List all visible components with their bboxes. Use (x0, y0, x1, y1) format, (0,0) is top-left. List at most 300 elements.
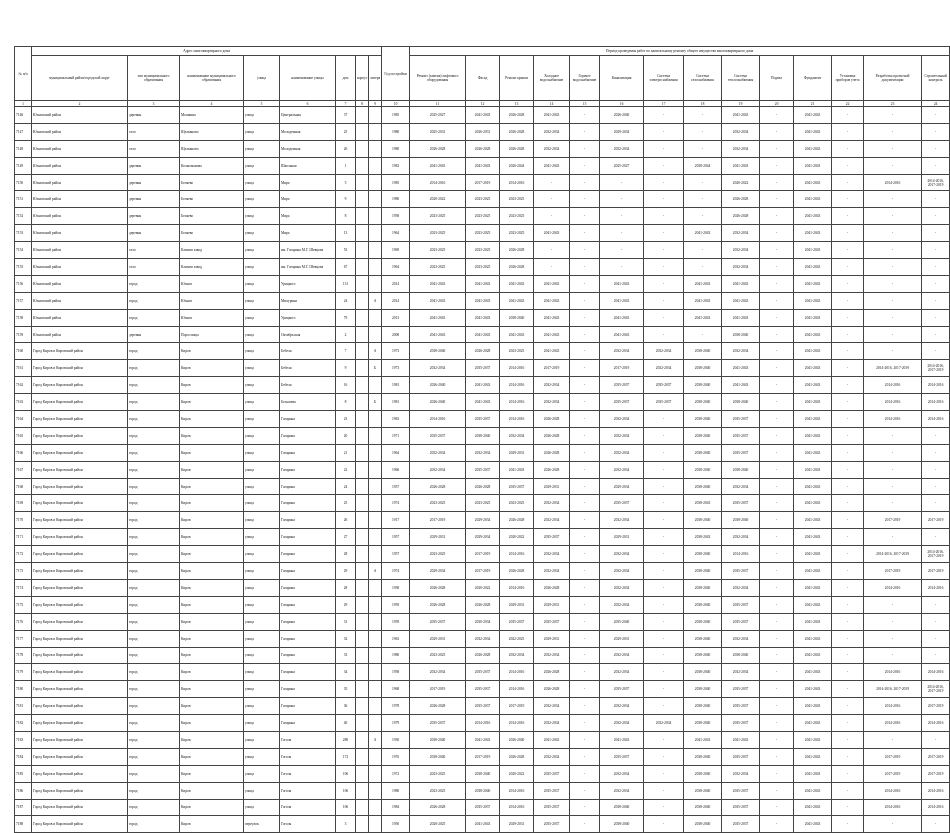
table-cell: - (832, 579, 864, 596)
table-cell: - (864, 208, 922, 225)
table-cell: 2032-2034 (600, 563, 644, 580)
table-cell: 7163 (15, 394, 32, 411)
table-cell: Юхновский район (32, 309, 128, 326)
table-cell: - (864, 242, 922, 259)
table-cell: Беляево (180, 225, 244, 242)
table-cell: 2041-2043 (466, 309, 500, 326)
table-cell: 9 (336, 191, 356, 208)
table-cell: - (570, 411, 600, 428)
table-cell: город (128, 579, 180, 596)
table-cell: улица (244, 259, 280, 276)
table-cell: - (760, 529, 794, 546)
table-cell: 1980 (382, 140, 410, 157)
table-cell: город (128, 613, 180, 630)
table-cell: Город Киров и Кировский район (32, 664, 128, 681)
table-cell: 25 (336, 123, 356, 140)
table-cell: 2032-2034 (600, 140, 644, 157)
table-cell: 2017-2019 (534, 360, 570, 377)
header-col-number: 18 (684, 101, 722, 107)
table-cell: - (644, 698, 684, 715)
table-cell: 2014-2016 (500, 681, 534, 698)
header-col-number: 5 (244, 101, 280, 107)
table-cell: 2038-2040 (684, 512, 722, 529)
header-col: литера (369, 56, 382, 101)
header-col: Фасад (466, 56, 500, 101)
table-cell: - (864, 596, 922, 613)
table-cell: - (832, 427, 864, 444)
table-cell: 2017-2019 (864, 512, 922, 529)
table-cell: город (128, 715, 180, 732)
table-cell (356, 664, 369, 681)
table-cell: Киров (180, 495, 244, 512)
table-cell: 2041-2043 (794, 242, 832, 259)
table-cell: улица (244, 782, 280, 799)
table-row (15, 259, 950, 276)
register-table-container (14, 46, 947, 833)
table-cell: 2029-2031 (500, 444, 534, 461)
table-cell: 2026-2028 (410, 140, 466, 157)
table-cell: 2035-2037 (500, 478, 534, 495)
table-cell: Город Киров и Кировский район (32, 360, 128, 377)
table-cell: 2029-2031 (410, 630, 466, 647)
table-cell: 2014-2016 (922, 579, 950, 596)
table-cell: улица (244, 309, 280, 326)
table-cell: 2038-2040 (684, 765, 722, 782)
table-cell: 23 (336, 411, 356, 428)
table-cell: 22 (336, 461, 356, 478)
table-cell (369, 799, 382, 816)
header-col: Фундамент (794, 56, 832, 101)
table-cell: 2026-2028 (466, 647, 500, 664)
table-cell: Урицкого (280, 275, 336, 292)
table-cell: 2038-2040 (722, 394, 760, 411)
table-cell: Киров (180, 377, 244, 394)
table-cell: деревня (128, 225, 180, 242)
table-cell (369, 816, 382, 833)
table-cell: 2038-2040 (684, 579, 722, 596)
table-cell: - (570, 495, 600, 512)
table-cell: Город Киров и Кировский район (32, 427, 128, 444)
table-cell: Город Киров и Кировский район (32, 799, 128, 816)
table-cell (369, 326, 382, 343)
table-cell (369, 427, 382, 444)
table-cell (369, 377, 382, 394)
table-cell: им. Гагарина М.Г. Шевцова (280, 242, 336, 259)
table-cell: Молодежная (280, 123, 336, 140)
table-cell: 2014-2016 (864, 715, 922, 732)
table-cell: - (644, 596, 684, 613)
table-cell: 2041-2043 (466, 377, 500, 394)
table-cell: Урицкого (280, 309, 336, 326)
table-cell: - (760, 444, 794, 461)
table-cell: 7186 (15, 782, 32, 799)
table-cell (356, 157, 369, 174)
table-cell: 1974 (382, 495, 410, 512)
table-cell: - (570, 309, 600, 326)
table-cell: 2038-2040 (684, 411, 722, 428)
table-cell: 2041-2043 (794, 259, 832, 276)
table-cell: город (128, 360, 180, 377)
table-cell: 2020-2022 (722, 174, 760, 191)
table-cell: 2032-2034 (600, 782, 644, 799)
table-cell: - (922, 596, 950, 613)
table-cell (356, 444, 369, 461)
table-cell: - (922, 444, 950, 461)
table-cell: 2026-2028 (410, 799, 466, 816)
table-cell: - (832, 596, 864, 613)
table-cell (356, 596, 369, 613)
table-cell: 2032-2034 (722, 140, 760, 157)
table-cell: 7156 (15, 275, 32, 292)
table-cell: - (684, 326, 722, 343)
table-cell: 26 (336, 140, 356, 157)
table-cell: - (644, 782, 684, 799)
table-cell: Колыхманово (180, 157, 244, 174)
header-col-number: 14 (534, 101, 570, 107)
table-cell: 2041-2043 (410, 275, 466, 292)
table-cell: - (534, 242, 570, 259)
table-cell: 2041-2043 (534, 107, 570, 124)
table-cell: - (644, 326, 684, 343)
table-cell: город (128, 275, 180, 292)
table-cell: улица (244, 529, 280, 546)
table-cell: 7173 (15, 563, 32, 580)
table-cell: 7150 (15, 174, 32, 191)
table-cell: 2029-2031 (534, 630, 570, 647)
table-cell (356, 259, 369, 276)
table-cell: 2029-2034 (600, 123, 644, 140)
header-col-number: 4 (180, 101, 244, 107)
table-cell: - (644, 275, 684, 292)
table-cell: 2035-2037 (534, 613, 570, 630)
table-cell: 2026-2040 (410, 394, 466, 411)
table-cell: - (570, 478, 600, 495)
table-cell: 2017-2019 (864, 765, 922, 782)
table-cell: - (922, 731, 950, 748)
table-cell: 2035-2037 (534, 816, 570, 833)
table-cell: 2032-2034 (722, 259, 760, 276)
table-cell: село (128, 259, 180, 276)
table-cell: 2041-2043 (794, 208, 832, 225)
table-cell: 2017-2019 (410, 681, 466, 698)
table-cell: - (644, 664, 684, 681)
table-cell: 1966 (382, 461, 410, 478)
header-repair-period-group: Период проведения работ по капитальному ремонту общего имущества многоквартирного дома (410, 47, 950, 56)
table-cell: - (922, 478, 950, 495)
table-cell (356, 225, 369, 242)
table-cell: - (922, 461, 950, 478)
table-cell: 1985 (382, 174, 410, 191)
table-cell: 2032-2034 (722, 529, 760, 546)
table-cell: Город Киров и Кировский район (32, 731, 128, 748)
table-cell: 1959 (382, 596, 410, 613)
table-cell: - (760, 157, 794, 174)
table-cell: деревня (128, 174, 180, 191)
table-cell: - (684, 174, 722, 191)
table-cell: 2026-2028 (500, 563, 534, 580)
table-cell: 67 (336, 259, 356, 276)
table-cell: - (864, 123, 922, 140)
table-cell: 2035-2037 (722, 495, 760, 512)
table-cell: 1 (336, 157, 356, 174)
table-cell: 2025-2031 (410, 123, 466, 140)
table-cell: Киров (180, 394, 244, 411)
table-cell (369, 681, 382, 698)
table-cell: - (760, 563, 794, 580)
table-cell: 1972 (382, 765, 410, 782)
table-cell: 1971 (382, 427, 410, 444)
table-cell: село (128, 140, 180, 157)
table-cell: Школьная (280, 157, 336, 174)
table-row (15, 715, 950, 732)
table-cell: 2041-2043 (466, 326, 500, 343)
table-cell: 2017-2019 (466, 748, 500, 765)
table-cell: 2032-2034 (410, 461, 466, 478)
table-cell: 2014-2016 (922, 411, 950, 428)
table-cell: - (832, 715, 864, 732)
table-row (15, 225, 950, 242)
header-col: Канализация (600, 56, 644, 101)
table-cell: 2029-2031 (600, 630, 644, 647)
table-cell: - (570, 191, 600, 208)
table-cell: 2038-2040 (684, 394, 722, 411)
table-cell: 2032-2034 (534, 394, 570, 411)
table-cell: Гоголя (280, 816, 336, 833)
table-cell: 2017-2019 (864, 563, 922, 580)
table-cell: 2041-2043 (794, 748, 832, 765)
table-cell: Гоголя (280, 782, 336, 799)
table-cell: - (760, 613, 794, 630)
table-cell: 7148 (15, 140, 32, 157)
table-cell: Город Киров и Кировский район (32, 512, 128, 529)
table-cell: 2041-2043 (684, 309, 722, 326)
table-cell: - (760, 630, 794, 647)
table-cell: 1958 (382, 208, 410, 225)
table-cell: 2041-2043 (722, 157, 760, 174)
table-row (15, 495, 950, 512)
table-cell (369, 140, 382, 157)
table-cell: улица (244, 360, 280, 377)
table-cell: 2014-2016 (864, 664, 922, 681)
table-cell: 29 (336, 596, 356, 613)
table-row (15, 681, 950, 698)
table-cell: - (644, 191, 684, 208)
table-cell: Юхновский район (32, 292, 128, 309)
table-cell: - (760, 292, 794, 309)
table-cell (356, 495, 369, 512)
table-cell: улица (244, 478, 280, 495)
table-cell: 2038-2040 (722, 647, 760, 664)
table-cell: - (570, 698, 600, 715)
header-col: муниципальный район/городской округ (32, 56, 128, 101)
table-cell: - (832, 242, 864, 259)
table-cell: 2026-2028 (500, 748, 534, 765)
table-cell: 27 (336, 529, 356, 546)
table-cell: 2017-2019 (466, 563, 500, 580)
table-cell: - (760, 377, 794, 394)
table-cell: город (128, 411, 180, 428)
table-cell: 2014-2016 (466, 715, 500, 732)
table-cell: - (644, 681, 684, 698)
table-cell: 2041-2043 (794, 731, 832, 748)
table-cell: Гагарина (280, 461, 336, 478)
table-cell: Киров (180, 698, 244, 715)
table-cell (356, 123, 369, 140)
table-cell: - (922, 208, 950, 225)
header-col-number: 20 (760, 101, 794, 107)
table-cell: 2041-2043 (534, 225, 570, 242)
table-cell: Бебеля (280, 343, 336, 360)
table-cell: 2023-2025 (410, 208, 466, 225)
table-cell: - (760, 816, 794, 833)
table-cell (369, 715, 382, 732)
table-cell: 2035-2037 (722, 698, 760, 715)
table-cell: - (570, 360, 600, 377)
table-cell: - (570, 579, 600, 596)
table-cell: 2041-2043 (794, 647, 832, 664)
header-col: наименование улицы (280, 56, 336, 101)
table-cell: 1930 (382, 731, 410, 748)
table-cell: 2014-2016 (722, 546, 760, 563)
table-cell: 2038-2040 (684, 360, 722, 377)
table-cell (369, 546, 382, 563)
table-row (15, 123, 950, 140)
table-cell: 2026-2044 (500, 157, 534, 174)
table-cell: 25 (336, 495, 356, 512)
table-cell: - (864, 495, 922, 512)
table-cell: 2041-2043 (684, 275, 722, 292)
table-cell: 2026-2028 (410, 698, 466, 715)
table-cell: - (570, 326, 600, 343)
table-cell: 2041-2043 (410, 292, 466, 309)
table-cell: Беляево (180, 208, 244, 225)
header-col-number: 13 (500, 101, 534, 107)
table-cell: 2041-2043 (722, 107, 760, 124)
table-cell: 1974 (382, 563, 410, 580)
table-cell: 2041-2043 (500, 275, 534, 292)
table-cell: 2017-2019 (922, 512, 950, 529)
table-cell: 2038-2040 (684, 647, 722, 664)
table-cell: 2017-2019 (410, 512, 466, 529)
table-cell: 2041-2043 (466, 731, 500, 748)
table-cell: 2017-2019 (500, 698, 534, 715)
table-cell: - (570, 427, 600, 444)
header-col: Строительный контроль (922, 56, 950, 101)
table-cell: - (570, 225, 600, 242)
table-cell: 2041-2043 (722, 275, 760, 292)
header-col-number: 1 (15, 101, 32, 107)
table-cell: деревня (128, 208, 180, 225)
table-cell: 2030-2034 (466, 613, 500, 630)
header-col-number: 24 (922, 101, 950, 107)
table-cell: 2014-2016 (500, 174, 534, 191)
table-row (15, 242, 950, 259)
table-cell: - (922, 107, 950, 124)
table-cell (356, 309, 369, 326)
table-cell: 2014-2016 (864, 394, 922, 411)
header-col-number: 21 (794, 101, 832, 107)
table-cell: 2041-2043 (722, 731, 760, 748)
table-cell (356, 107, 369, 124)
table-cell: 2035-2037 (722, 799, 760, 816)
table-cell: - (922, 140, 950, 157)
table-cell: 2035-2037 (466, 411, 500, 428)
table-cell: - (864, 444, 922, 461)
table-cell: 2035-2037 (410, 613, 466, 630)
table-cell: 7162 (15, 377, 32, 394)
table-cell (356, 275, 369, 292)
table-cell: 2032-2034 (600, 596, 644, 613)
table-cell: улица (244, 225, 280, 242)
table-cell: деревня (128, 107, 180, 124)
table-row (15, 731, 950, 748)
table-cell: 2035-2037 (466, 360, 500, 377)
table-cell: Город Киров и Кировский район (32, 765, 128, 782)
table-cell: 2041-2043 (600, 309, 644, 326)
table-cell: 2023-2025 (500, 208, 534, 225)
table-cell: - (760, 495, 794, 512)
table-row (15, 326, 950, 343)
table-cell: 2032-2034 (534, 123, 570, 140)
table-cell: 1964 (382, 444, 410, 461)
table-row (15, 799, 950, 816)
table-cell: 53 (336, 242, 356, 259)
table-cell: Гоголя (280, 731, 336, 748)
table-cell: город (128, 444, 180, 461)
table-cell: 2032-2034 (466, 444, 500, 461)
table-cell: - (570, 123, 600, 140)
table-cell: Бельшева (280, 394, 336, 411)
table-cell: 2041-2043 (534, 731, 570, 748)
table-cell: 2014-2016 (500, 394, 534, 411)
table-cell: 2035-2037 (600, 377, 644, 394)
table-cell: 2041-2043 (466, 816, 500, 833)
table-cell: Киров (180, 731, 244, 748)
table-cell: 1981 (382, 377, 410, 394)
table-cell: - (922, 292, 950, 309)
table-cell: - (922, 816, 950, 833)
table-cell: 2026-2028 (500, 242, 534, 259)
table-cell: 2038-2040 (466, 765, 500, 782)
table-cell: - (644, 140, 684, 157)
table-cell: улица (244, 630, 280, 647)
table-cell (369, 579, 382, 596)
table-cell: 2032-2034 (644, 360, 684, 377)
table-cell: 2014-2016 (500, 360, 534, 377)
table-cell: 2038-2044 (684, 157, 722, 174)
table-cell: - (864, 275, 922, 292)
table-cell: 2041-2043 (794, 630, 832, 647)
table-cell (369, 748, 382, 765)
table-cell: Мичурина (280, 292, 336, 309)
table-cell: город (128, 698, 180, 715)
table-cell: Город Киров и Кировский район (32, 411, 128, 428)
table-row (15, 275, 950, 292)
table-cell: Гагарина (280, 444, 336, 461)
table-cell: - (570, 782, 600, 799)
table-cell: улица (244, 596, 280, 613)
table-cell: 1959 (382, 613, 410, 630)
table-cell: улица (244, 495, 280, 512)
table-cell (356, 782, 369, 799)
table-cell: город (128, 816, 180, 833)
table-cell: Гагарина (280, 529, 336, 546)
table-cell: 2035-2037 (534, 799, 570, 816)
table-cell: 2032-2034 (534, 563, 570, 580)
table-cell (369, 782, 382, 799)
table-cell: - (864, 140, 922, 157)
table-cell: 2041-2043 (794, 275, 832, 292)
